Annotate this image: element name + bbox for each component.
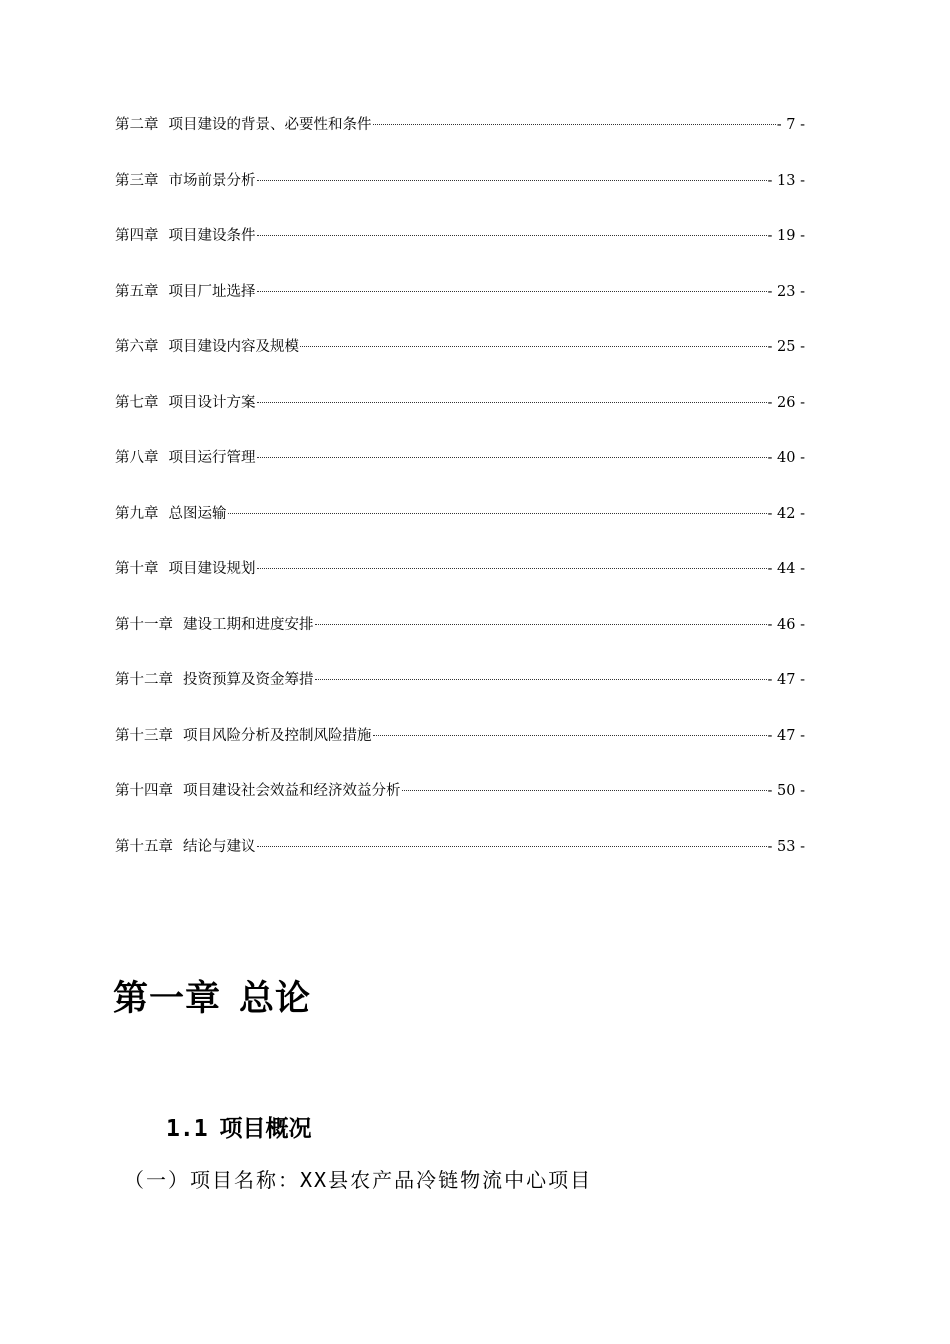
toc-page-number: - 40 - (767, 450, 805, 466)
toc-entry[interactable] (115, 835, 805, 891)
toc-chapter-title: 项目建设规划 (168, 561, 256, 577)
toc-chapter-number: 第二章 (115, 117, 159, 133)
toc-chapter-title: 建设工期和进度安排 (183, 616, 314, 633)
section-heading (166, 1112, 312, 1146)
toc-page-number: - 53 - (767, 838, 805, 855)
toc-chapter-number: 第九章 (115, 505, 159, 522)
section-heading-title: 项目概况 (219, 1116, 312, 1142)
toc-chapter-number: 第十二章 (115, 672, 173, 688)
toc-chapter-title: 市场前景分析 (168, 172, 256, 189)
toc-chapter-number: 第四章 (115, 228, 159, 244)
toc-dot-leader (402, 790, 767, 791)
toc-chapter-title: 结论与建议 (183, 838, 256, 855)
toc-entry[interactable] (115, 557, 805, 613)
toc-chapter-title: 项目运行管理 (168, 450, 256, 466)
toc-chapter-number: 第十一章 (115, 616, 173, 633)
toc-chapter-number: 第七章 (115, 394, 159, 411)
toc-page-number: - 19 - (767, 228, 805, 244)
toc-dot-leader (257, 402, 767, 403)
toc-dot-leader (315, 679, 767, 680)
toc-chapter-title: 项目厂址选择 (168, 283, 256, 300)
chapter-heading (113, 975, 311, 1023)
toc-dot-leader (257, 180, 767, 181)
chapter-heading-number: 第一章 (113, 979, 222, 1019)
toc-chapter-title: 投资预算及资金筹措 (183, 672, 314, 688)
toc-chapter-number: 第十四章 (115, 783, 173, 799)
toc-chapter-title: 项目建设条件 (168, 228, 256, 244)
toc-page-number: - 7 - (776, 117, 805, 133)
toc-dot-leader (315, 624, 767, 625)
toc-chapter-number: 第三章 (115, 172, 159, 189)
toc-chapter-number: 第六章 (115, 339, 159, 355)
toc-dot-leader (228, 513, 767, 514)
toc-dot-leader (300, 346, 767, 347)
toc-chapter-number: 第十五章 (115, 838, 173, 855)
toc-page-number: - 47 - (767, 727, 805, 744)
toc-entry[interactable] (115, 668, 805, 724)
toc-entry[interactable] (115, 391, 805, 447)
table-of-contents (115, 113, 805, 890)
toc-chapter-title: 项目建设的背景、必要性和条件 (168, 117, 372, 133)
toc-page-number: - 50 - (767, 783, 805, 799)
toc-chapter-title: 项目建设内容及规模 (168, 339, 299, 355)
toc-dot-leader (257, 235, 767, 236)
chapter-heading-title: 总论 (239, 979, 312, 1019)
toc-dot-leader (257, 846, 767, 847)
toc-chapter-number: 第十章 (115, 561, 159, 577)
toc-page-number: - 46 - (767, 616, 805, 633)
toc-entry[interactable] (115, 280, 805, 336)
toc-chapter-title: 项目风险分析及控制风险措施 (183, 727, 372, 744)
toc-entry[interactable] (115, 779, 805, 835)
project-name-line: （一）项目名称：XX县农产品冷链物流中心项目 (124, 1168, 593, 1192)
toc-chapter-number: 第五章 (115, 283, 159, 300)
toc-dot-leader (373, 735, 767, 736)
toc-entry[interactable] (115, 613, 805, 669)
toc-page-number: - 23 - (767, 283, 805, 300)
toc-entry[interactable] (115, 335, 805, 391)
toc-chapter-title: 项目设计方案 (168, 394, 256, 411)
toc-dot-leader (257, 568, 767, 569)
toc-page-number: - 42 - (767, 505, 805, 522)
toc-dot-leader (373, 124, 776, 125)
toc-entry[interactable] (115, 502, 805, 558)
toc-page-number: - 26 - (767, 394, 805, 411)
section-heading-number: 1.1 (166, 1116, 208, 1142)
toc-chapter-number: 第八章 (115, 450, 159, 466)
toc-entry[interactable] (115, 724, 805, 780)
toc-page-number: - 25 - (767, 339, 805, 355)
toc-entry[interactable] (115, 224, 805, 280)
toc-chapter-number: 第十三章 (115, 727, 173, 744)
toc-chapter-title: 项目建设社会效益和经济效益分析 (183, 783, 401, 799)
toc-page-number: - 47 - (767, 672, 805, 688)
toc-dot-leader (257, 457, 767, 458)
toc-page-number: - 44 - (767, 561, 805, 577)
toc-chapter-title: 总图运输 (168, 505, 227, 522)
toc-entry[interactable] (115, 169, 805, 225)
toc-dot-leader (257, 291, 767, 292)
toc-entry[interactable] (115, 446, 805, 502)
toc-page-number: - 13 - (767, 172, 805, 189)
toc-entry[interactable] (115, 113, 805, 169)
